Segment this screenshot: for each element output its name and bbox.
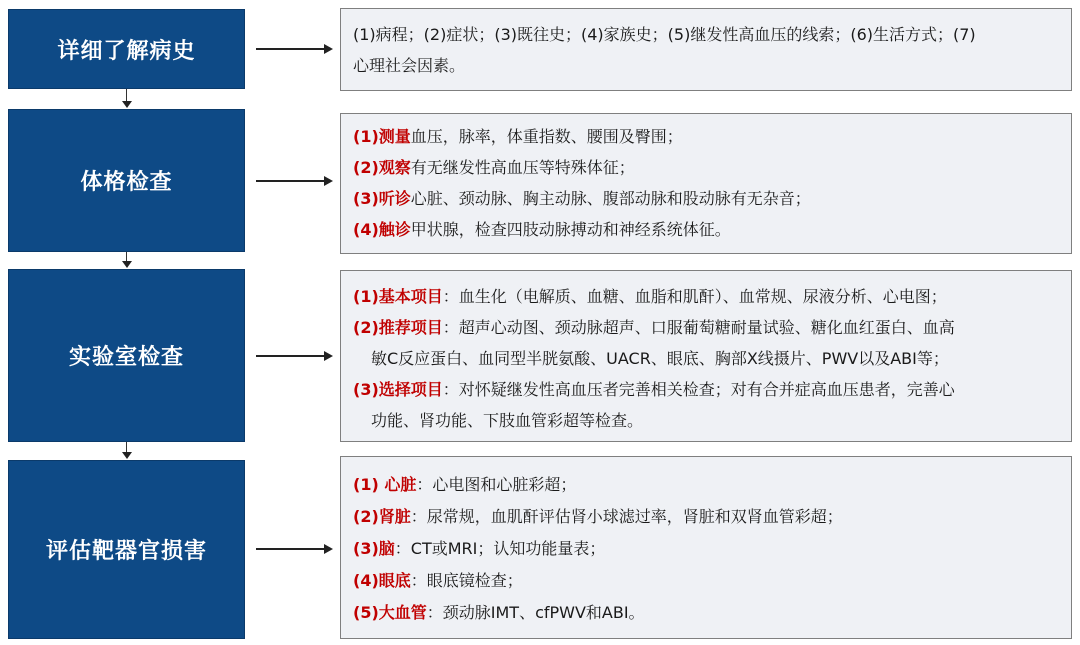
- arrow-line: [256, 48, 324, 50]
- detail-box-lab-tests: [340, 270, 1072, 442]
- detail-line: (2)观察有无继发性高血压等特殊体征；: [353, 158, 635, 177]
- detail-line: (3)听诊心脏、颈动脉、胸主动脉、腹部动脉和股动脉有无杂音；: [353, 189, 811, 208]
- step-box-target-organ: [8, 460, 245, 639]
- arrow-head: [324, 544, 333, 554]
- arrow-head: [324, 44, 333, 54]
- step-title: 评估靶器官损害: [45, 539, 207, 564]
- step-box-physical-exam: [8, 109, 245, 252]
- step-box-history: [8, 9, 245, 89]
- detail-line: (3)选择项目：对怀疑继发性高血压者完善相关检查；对有合并症高血压患者，完善心: [353, 380, 955, 399]
- connector-head: [122, 101, 132, 108]
- arrow-line: [256, 355, 324, 357]
- detail-line: (4)触诊甲状腺，检查四肢动脉搏动和神经系统体征。: [353, 220, 731, 239]
- step-title: 详细了解病史: [57, 38, 196, 64]
- detail-line: (4)眼底：眼底镜检查；: [353, 571, 523, 590]
- detail-box-target-organ: [340, 456, 1072, 639]
- detail-box-physical-exam: [340, 113, 1072, 254]
- detail-line: (1)病程；(2)症状；(3)既往史；(4)家族史；(5)继发性高血压的线索；(6)生活方式；(7): [353, 25, 976, 44]
- detail-line: (2)肾脏：尿常规，血肌酐评估肾小球滤过率，肾脏和双肾血管彩超；: [353, 507, 843, 526]
- detail-line: (5)大血管：颈动脉IMT、cfPWV和ABI。: [353, 603, 645, 622]
- arrow-head: [324, 176, 333, 186]
- detail-line: (2)推荐项目：超声心动图、颈动脉超声、口服葡萄糖耐量试验、糖化血红蛋白、血高: [353, 318, 955, 337]
- detail-line-continued: 敏C反应蛋白、血同型半胱氨酸、UACR、眼底、胸部X线摄片、PWV以及ABI等；: [371, 349, 949, 368]
- detail-box-history: [340, 8, 1072, 91]
- step-title: 实验室检查: [68, 345, 184, 370]
- detail-line: 心理社会因素。: [353, 56, 466, 75]
- arrow-line: [256, 548, 324, 550]
- detail-line: (3)脑：CT或MRI；认知功能量表；: [353, 539, 606, 558]
- arrow-line: [256, 180, 324, 182]
- connector-head: [122, 452, 132, 459]
- detail-line-continued: 功能、肾功能、下肢血管彩超等检查。: [371, 411, 644, 430]
- step-box-lab-tests: [8, 269, 245, 442]
- arrow-head: [324, 351, 333, 361]
- step-title: 体格检查: [80, 170, 173, 195]
- detail-line: (1) 心脏：心电图和心脏彩超；: [353, 475, 577, 494]
- connector-head: [122, 261, 132, 268]
- detail-line: (1)测量血压，脉率，体重指数、腰围及臀围；: [353, 127, 683, 146]
- detail-line: (1)基本项目：血生化（电解质、血糖、血脂和肌酐）、血常规、尿液分析、心电图；: [353, 287, 947, 306]
